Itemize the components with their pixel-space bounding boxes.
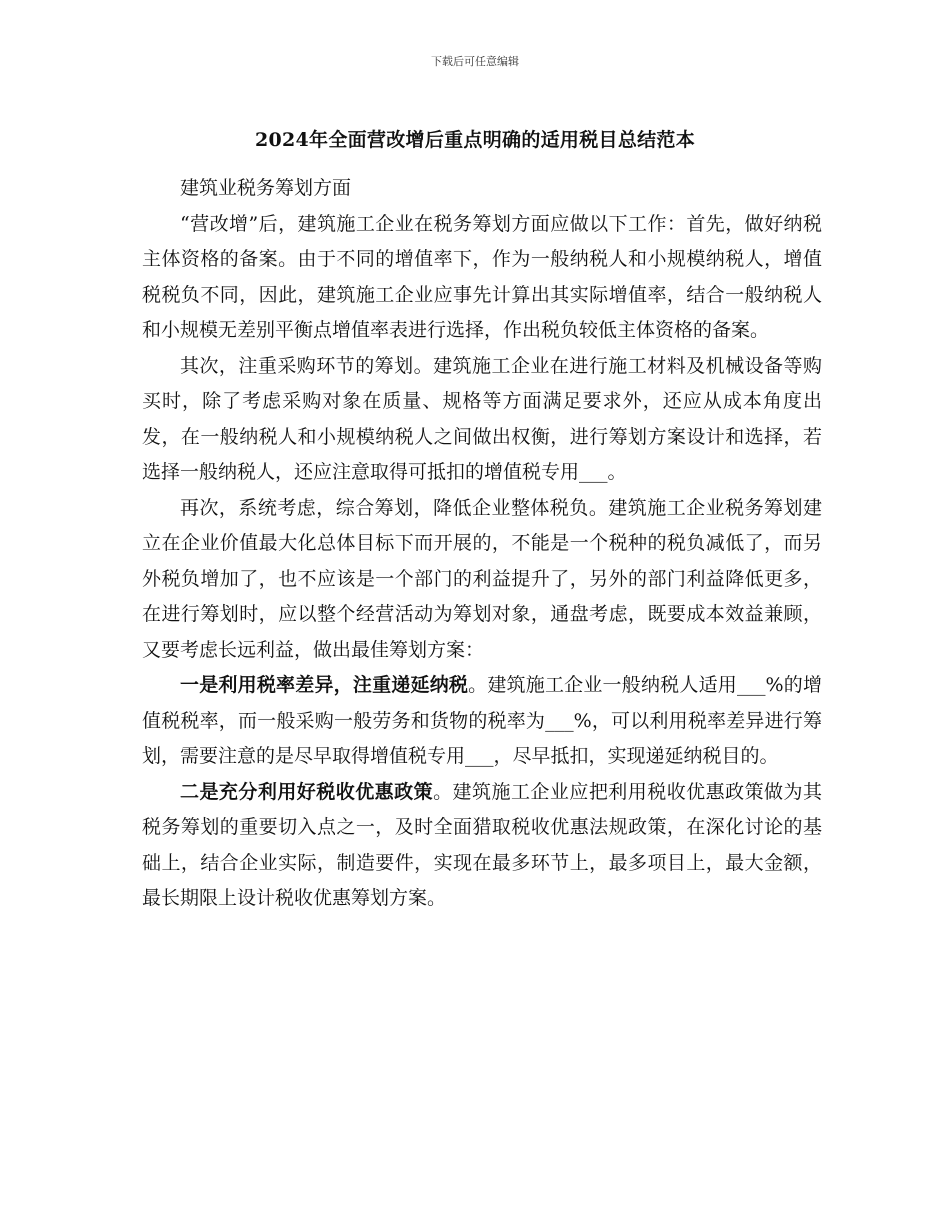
paragraph-5-lead: 二是充分利用好税收优惠政策 — [180, 780, 434, 803]
document-title: 2024年全面营改增后重点明确的适用税目总结范本 — [254, 129, 696, 151]
paragraph-5 — [142, 775, 822, 917]
paragraph-4-lead: 一是利用税率差异，注重递延纳税 — [180, 674, 469, 696]
paragraph-3: 再次，系统考虑，综合筹划，降低企业整体税负。建筑施工企业税务筹划建立在企业价值最大化总体目标下而开展的，不能是一个税种的税负减低了，而另外税负增加了，也不应该是一个部门的利益提升了，另外的部门利益降低更多，在进行筹划时，应以整个经营活动为筹划对象，通盘考虑，既要成本效益兼顾，又要考虑长远利益，做出最佳筹划方案： — [142, 496, 822, 661]
paragraph-4-text: 。建筑施工企业一般纳税人适用___%的增值税税率，而一般采购一般劳务和货物的税率为___%，可以利用税率差异进行筹划，需要注意的是尽早取得增值税专用___，尽早抵扣，实现递延纳税目的。 — [142, 674, 822, 767]
section-heading: 建筑业税务筹划方面 — [180, 177, 352, 199]
paragraph-5-text: 。建筑施工企业应把利用税收优惠政策做为其税务筹划的重要切入点之一，及时全面猎取税收优惠法规政策，在深化讨论的基础上，结合企业实际，制造要件，实现在最多环节上，最多项目上，最大金额，最长期限上设计税收优惠筹划方案。 — [142, 780, 822, 909]
paragraph-1: “营改增”后，建筑施工企业在税务筹划方面应做以下工作：首先，做好纳税主体资格的备案。由于不同的增值率下，作为一般纳税人和小规模纳税人，增值税税负不同，因此，建筑施工企业应事先计算出其实际增值率，结合一般纳税人和小规模无差别平衡点增值率表进行选择，作出税负较低主体资格的备案。 — [142, 212, 822, 341]
paragraph-4 — [142, 668, 822, 775]
document-body — [142, 171, 822, 917]
paragraph-2: 其次，注重采购环节的筹划。建筑施工企业在进行施工材料及机械设备等购买时，除了考虑采购对象在质量、规格等方面满足要求外，还应从成本角度出发，在一般纳税人和小规模纳税人之间做出权衡，进行筹划方案设计和选择，若选择一般纳税人，还应注意取得可抵扣的增值税专用___。 — [142, 354, 822, 483]
page-header: 下载后可任意编辑 — [431, 55, 519, 68]
